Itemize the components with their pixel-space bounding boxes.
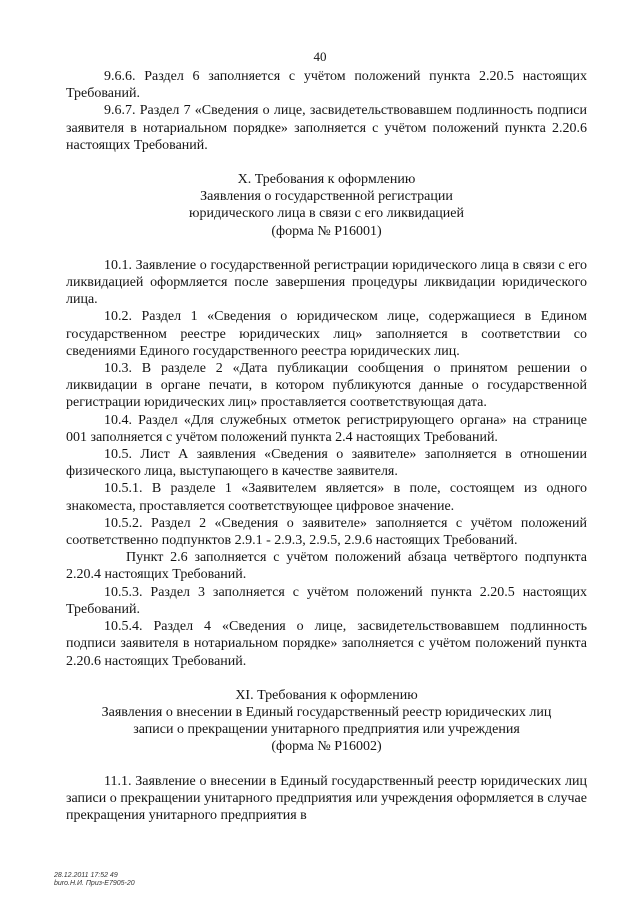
paragraph-11-1: 11.1. Заявление о внесении в Единый государственный реестр юридических лиц записи о прекращении унитарного предприятия или учреждения оформляется в случае прекращения унитарного предприятия в: [66, 773, 587, 823]
paragraph-point-2-6: Пункт 2.6 заполняется с учётом положений абзаца четвёртого подпункта 2.20.4 настоящих Требований.: [66, 550, 587, 583]
paragraph-10-5-1: 10.5.1. В разделе 1 «Заявителем является» в поле, состоящем из одного знакоместа, проставляется соответствующее цифровое значение.: [66, 481, 587, 514]
footer-timestamp: 28.12.2011 17:52 49: [54, 872, 118, 879]
paragraph-9-6-6: 9.6.6. Раздел 6 заполняется с учётом положений пункта 2.20.5 настоящих Требований.: [66, 69, 587, 102]
paragraph-10-5: 10.5. Лист А заявления «Сведения о заявителе» заполняется в отношении физического лица, выступающего в качестве заявителя.: [66, 447, 587, 480]
print-footer: [54, 872, 135, 888]
section-x-form-number: (форма № Р16001): [271, 223, 382, 239]
section-xi-title: XI. Требования к оформлению: [235, 687, 418, 703]
section-xi-subtitle-line2: записи о прекращении унитарного предприятия или учреждения: [133, 722, 520, 738]
footer-file-reference: buro.Н.И. Приз-Е7905-20: [54, 880, 135, 887]
page-number: 40: [313, 49, 327, 64]
document-body: [66, 68, 587, 824]
section-xi-subtitle-line1: Заявления о внесении в Единый государственный реестр юридических лиц: [101, 704, 552, 720]
paragraph-10-2: 10.2. Раздел 1 «Сведения о юридическом лице, содержащиеся в Едином государственном реестре юридических лиц» заполняется в соответствии со сведениями Единого государственного реестра юридических лиц.: [66, 309, 587, 359]
paragraph-9-6-7: 9.6.7. Раздел 7 «Сведения о лице, засвидетельствовавшем подлинность подписи заявителя в нотариальном порядке» заполняется с учётом положений пункта 2.20.6 настоящих Требований.: [66, 103, 587, 153]
paragraph-10-4: 10.4. Раздел «Для служебных отметок регистрирующего органа» на странице 001 заполняется с учётом положений пункта 2.4 настоящих Требований.: [66, 412, 587, 445]
paragraph-10-1: 10.1. Заявление о государственной регистрации юридического лица в связи с его ликвидацией оформляется после завершения процедуры ликвидации юридического лица.: [66, 257, 587, 308]
section-xi-form-number: (форма № Р16002): [271, 739, 382, 755]
paragraph-10-5-4: 10.5.4. Раздел 4 «Сведения о лице, засвидетельствовавшем подлинность подписи заявителя в нотариальном порядке» заполняется с учётом положений пункта 2.20.6 настоящих Требований.: [66, 619, 587, 669]
paragraph-10-5-2: 10.5.2. Раздел 2 «Сведения о заявителе» заполняется с учётом положений соответственно подпунктов 2.9.1 - 2.9.3, 2.9.5, 2.9.6 настоящих Требований.: [66, 515, 587, 549]
section-x-subtitle-line2: юридического лица в связи с его ликвидацией: [189, 206, 464, 222]
paragraph-10-3: 10.3. В разделе 2 «Дата публикации сообщения о принятом решении о ликвидации в органе печати, в котором публикуются данные о государственной регистрации юридических лиц» проставляется соответствующая дата.: [66, 361, 587, 411]
section-x-heading: [66, 171, 587, 240]
section-xi-heading: [66, 687, 587, 756]
paragraph-10-5-3: 10.5.3. Раздел 3 заполняется с учётом положений пункта 2.20.5 настоящих Требований.: [66, 584, 587, 617]
section-x-subtitle-line1: Заявления о государственной регистрации: [200, 189, 453, 205]
section-x-title: X. Требования к оформлению: [237, 172, 416, 188]
